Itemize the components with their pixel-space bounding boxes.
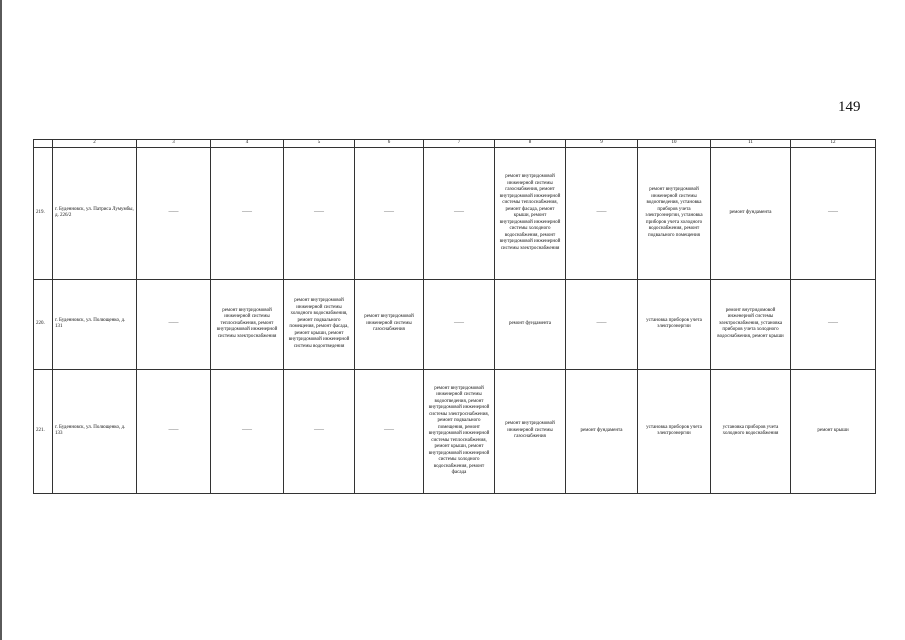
table-cell: —— [424, 147, 495, 279]
header-row [34, 140, 876, 148]
table-cell: установка приборов учета электроэнергии [638, 279, 711, 369]
row-number: 219. [34, 147, 53, 279]
table-cell: —— [791, 279, 876, 369]
table-cell: ремонт внутридомовой инженерной системы водоотведения, ремонт внутридомовой инженерной системы электроснабжения, ремонт подвального помещения, ремонт внутридомовой инженерной системы теплоснабжения, ремонт крыши, ремонт внутридомовой инженерной системы холодного водоснабжения, ремонт фасада [424, 369, 495, 493]
table-cell: ремонт внутридомовой инженерной системы электроснабжения, установка приборов учета холодного водоснабжения, ремонт крыши [711, 279, 791, 369]
header-cell: 4 [211, 140, 284, 148]
table-row [34, 279, 876, 369]
table-cell: —— [791, 147, 876, 279]
header-cell: 11 [711, 140, 791, 148]
header-cell: 8 [495, 140, 566, 148]
header-cell: 7 [424, 140, 495, 148]
table-cell: —— [566, 147, 638, 279]
header-cell: 2 [53, 140, 137, 148]
address-cell: г. Буденновск, ул. Полющенко, д. 131 [53, 279, 137, 369]
page-number: 149 [838, 99, 861, 115]
table-row [34, 369, 876, 493]
address-cell: г. Буденновск, ул. Патриса Лумумбы, д. 226/2 [53, 147, 137, 279]
table-cell: ремонт внутридомовой инженерной системы водоотведения, установка приборов учета электроэнергии, установка приборов учета холодного водоснабжения, ремонт подвального помещения [638, 147, 711, 279]
header-cell: 6 [355, 140, 424, 148]
table-cell: —— [284, 369, 355, 493]
table-cell: ремонт фундамента [495, 279, 566, 369]
row-number: 220. [34, 279, 53, 369]
table-cell: —— [211, 369, 284, 493]
table-cell: —— [137, 147, 211, 279]
address-cell: г. Буденновск, ул. Полющенко, д. 133 [53, 369, 137, 493]
header-cell: 5 [284, 140, 355, 148]
header-cell: 12 [791, 140, 876, 148]
table-cell: —— [284, 147, 355, 279]
table-cell: установка приборов учета холодного водоснабжения [711, 369, 791, 493]
table-cell: ремонт внутридомовой инженерной системы газоснабжения, ремонт внутридомовой инженерной системы теплоснабжения, ремонт фасада, ремонт крыши, ремонт внутридомовой инженерной системы холодного водоснабжения, ремонт внутридомовой инженерной системы электроснабжения [495, 147, 566, 279]
table-cell: ремонт внутридомовой инженерной системы холодного водоснабжения, ремонт подвального помещения, ремонт фасада, ремонт крыши, ремонт внутридомовой инженерной системы водоотведения [284, 279, 355, 369]
table-cell: ремонт фундамента [566, 369, 638, 493]
table-cell: —— [137, 279, 211, 369]
works-table [33, 139, 876, 494]
table-cell: ремонт внутридомовой инженерной системы теплоснабжения, ремонт внутридомовой инженерной системы электроснабжения [211, 279, 284, 369]
table-cell: установка приборов учета электроэнергии [638, 369, 711, 493]
table-cell: —— [137, 369, 211, 493]
table-cell: ремонт фундамента [711, 147, 791, 279]
table-cell: —— [424, 279, 495, 369]
table-cell: —— [355, 369, 424, 493]
table-cell: ремонт внутридомовой инженерной системы газоснабжения [355, 279, 424, 369]
header-cell: 3 [137, 140, 211, 148]
table-cell: ремонт внутридомовой инженерной системы газоснабжения [495, 369, 566, 493]
header-cell: 10 [638, 140, 711, 148]
page-edge-line [0, 0, 2, 640]
header-cell: 9 [566, 140, 638, 148]
table-row [34, 147, 876, 279]
table-cell: —— [566, 279, 638, 369]
header-cell [34, 140, 53, 148]
row-number: 221. [34, 369, 53, 493]
table-cell: ремонт крыши [791, 369, 876, 493]
table-cell: —— [211, 147, 284, 279]
table-cell: —— [355, 147, 424, 279]
